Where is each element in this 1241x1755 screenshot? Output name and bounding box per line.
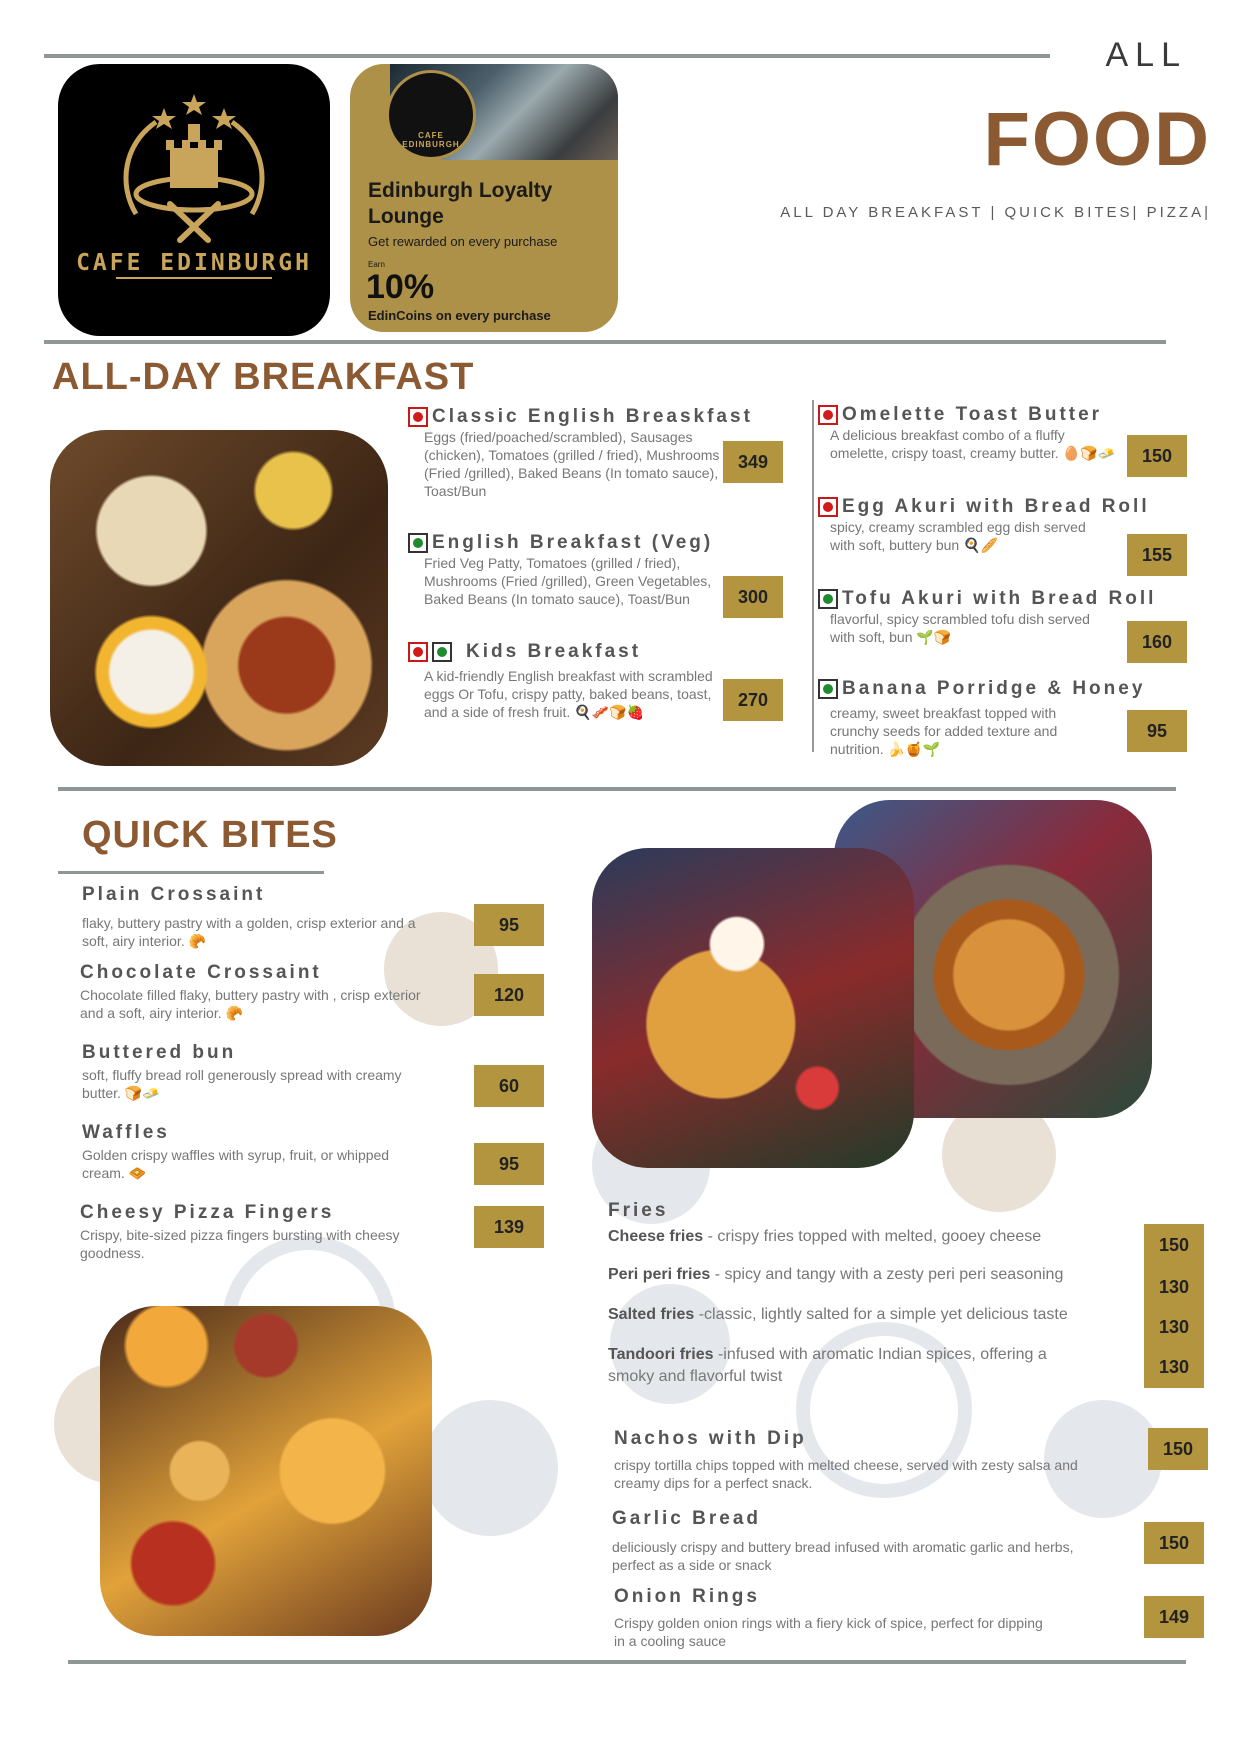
laurel-crest-icon	[58, 64, 330, 336]
item-price: 150	[1148, 1428, 1208, 1470]
item-desc: creamy, sweet breakfast topped with crunchy seeds for added texture and nutrition. 🍌🍯🌱	[830, 705, 1058, 757]
item-desc: Fried Veg Patty, Tomatoes (grilled / fried), Mushrooms (Fried /grilled), Green Vegetables, Baked Beans (In tomato sauce), Toast/Bun	[424, 555, 712, 607]
item-desc: Chocolate filled flaky, buttery pastry with , crisp exterior and a soft, airy interior. 🥐	[80, 987, 421, 1021]
item-price: 150	[1144, 1224, 1204, 1266]
loyalty-subtitle: Get rewarded on every purchase	[368, 234, 558, 249]
item-price: 155	[1127, 534, 1187, 576]
item-price: 150	[1127, 435, 1187, 477]
item-desc: deliciously crispy and buttery bread infused with aromatic garlic and herbs, perfect as a side or snack	[612, 1539, 1074, 1573]
non-veg-mark-icon	[408, 407, 428, 427]
decor-circle	[610, 1284, 730, 1404]
item-name: Egg Akuri with Bread Roll	[842, 496, 1150, 517]
loyalty-coins: EdinCoins on every purchase	[368, 308, 551, 323]
item-price: 270	[723, 679, 783, 721]
veg-mark-icon	[818, 589, 838, 609]
item-price: 95	[1127, 710, 1187, 752]
decor-circle	[422, 1400, 558, 1536]
item-desc: -infused with aromatic Indian spices, offering a	[713, 1346, 1047, 1363]
header-rule	[44, 340, 1166, 344]
item-desc: - crispy fries topped with melted, gooey cheese	[703, 1228, 1042, 1245]
item-name: Banana Porridge & Honey	[842, 678, 1146, 699]
veg-mark-icon	[818, 679, 838, 699]
item-name: Salted fries	[608, 1306, 695, 1323]
item-price: 130	[1144, 1266, 1204, 1308]
menu-item	[80, 962, 430, 1022]
item-price: 160	[1127, 621, 1187, 663]
item-name: Buttered bun	[82, 1042, 237, 1063]
fries-item	[608, 1306, 1068, 1324]
item-name: Peri peri fries	[608, 1266, 711, 1283]
loyalty-percent: 10%	[366, 268, 435, 306]
item-name: Chocolate Crossaint	[80, 962, 322, 983]
item-desc: Crispy, bite-sized pizza fingers bursting with cheesy goodness.	[80, 1227, 400, 1261]
fries-item	[608, 1346, 1047, 1364]
bottom-rule	[68, 1660, 1186, 1664]
menu-item	[612, 1508, 1132, 1574]
item-name: Fries	[608, 1200, 669, 1221]
menu-item	[614, 1586, 1134, 1650]
item-price: 120	[474, 974, 544, 1016]
section-title-breakfast: ALL-DAY BREAKFAST	[52, 356, 475, 398]
item-price: 130	[1144, 1306, 1204, 1348]
veg-mark-icon	[432, 642, 452, 662]
item-desc: - spicy and tangy with a zesty peri peri seasoning	[710, 1266, 1064, 1283]
item-name: Classic English Breaskfast	[432, 406, 753, 427]
item-name: Tandoori fries	[608, 1346, 714, 1363]
item-price: 139	[474, 1206, 544, 1248]
loyalty-earn-label: Earn	[368, 260, 385, 269]
item-price: 300	[723, 576, 783, 618]
quick-bites-underline	[58, 871, 324, 874]
item-desc: Golden crispy waffles with syrup, fruit, or whipped cream. 🧇	[82, 1147, 390, 1181]
fries-item-desc-cont: smoky and flavorful twist	[608, 1368, 783, 1385]
item-name: Cheesy Pizza Fingers	[80, 1202, 335, 1223]
item-desc: soft, fluffy bread roll generously spread with creamy butter. 🍞🧈	[82, 1067, 402, 1101]
item-desc: -classic, lightly salted for a simple yet delicious taste	[694, 1306, 1068, 1323]
mid-rule	[58, 787, 1176, 791]
loyalty-card[interactable]	[350, 64, 618, 332]
cafe-logo	[58, 64, 330, 336]
menu-item	[614, 1428, 1134, 1492]
item-desc: A delicious breakfast combo of a fluffy omelette, crispy toast, creamy butter. 🥚🍞🧈	[830, 427, 1115, 461]
item-desc: flaky, buttery pastry with a golden, crisp exterior and a soft, airy interior. 🥐	[82, 915, 416, 949]
page-tagline: ALL DAY BREAKFAST | QUICK BITES| PIZZA|	[780, 204, 1211, 221]
menu-item	[82, 884, 432, 950]
item-name: Plain Crossaint	[82, 884, 266, 905]
item-desc: flavorful, spicy scrambled tofu dish served with soft, bun 🌱🍞	[830, 611, 1090, 645]
fries-photo	[100, 1306, 432, 1636]
item-desc: spicy, creamy scrambled egg dish served with soft, buttery bun 🍳🥖	[830, 519, 1086, 553]
item-price: 95	[474, 1143, 544, 1185]
item-price: 60	[474, 1065, 544, 1107]
item-price: 95	[474, 904, 544, 946]
item-name: Onion Rings	[614, 1586, 760, 1607]
section-title-quick-bites: QUICK BITES	[82, 814, 338, 856]
title-all: ALL	[1105, 36, 1187, 74]
item-desc: Eggs (fried/poached/scrambled), Sausages (chicken), Tomatoes (grilled / fried), Mushrooms (Fried /grilled), Baked Beans (In tomato sauce), Toast/Bun	[424, 429, 720, 499]
item-name: Cheese fries	[608, 1228, 704, 1245]
item-price: 130	[1144, 1346, 1204, 1388]
item-name: English Breakfast (Veg)	[432, 532, 714, 553]
column-divider	[812, 400, 814, 752]
fries-heading	[608, 1200, 668, 1222]
non-veg-mark-icon	[818, 497, 838, 517]
item-name: Omelette Toast Butter	[842, 404, 1103, 425]
title-food: FOOD	[983, 97, 1211, 182]
top-rule	[44, 54, 1050, 58]
item-price: 150	[1144, 1522, 1204, 1564]
item-name: Kids Breakfast	[466, 641, 642, 662]
item-name: Nachos with Dip	[614, 1428, 807, 1449]
menu-item	[82, 1042, 422, 1102]
waffle-photo	[592, 848, 914, 1168]
item-name: Garlic Bread	[612, 1508, 761, 1529]
menu-item	[80, 1202, 420, 1262]
item-name: Tofu Akuri with Bread Roll	[842, 588, 1157, 609]
item-price: 149	[1144, 1596, 1204, 1638]
item-desc: crispy tortilla chips topped with melted cheese, served with zesty salsa and creamy dips for a perfect snack.	[614, 1457, 1078, 1491]
veg-mark-icon	[408, 533, 428, 553]
item-desc: Crispy golden onion rings with a fiery kick of spice, perfect for dipping in a cooling sauce	[614, 1615, 1043, 1649]
fries-item	[608, 1228, 1041, 1246]
loyalty-title: Edinburgh Loyalty Lounge	[368, 179, 553, 228]
item-price: 349	[723, 441, 783, 483]
logo-wordmark: CAFE EDINBURGH	[76, 250, 312, 276]
non-veg-mark-icon	[818, 405, 838, 425]
loyalty-logo-text: CAFE EDINBURGH	[402, 131, 460, 149]
item-name: Waffles	[82, 1122, 170, 1143]
non-veg-mark-icon	[408, 642, 428, 662]
breakfast-photo	[50, 430, 388, 766]
loyalty-logo-icon	[386, 70, 476, 160]
item-desc: A kid-friendly English breakfast with scrambled eggs Or Tofu, crispy patty, baked beans, toast, and a side of fresh fruit. 🍳🥓🍞🍓	[424, 668, 713, 720]
menu-item	[82, 1122, 412, 1182]
fries-item	[608, 1266, 1063, 1284]
